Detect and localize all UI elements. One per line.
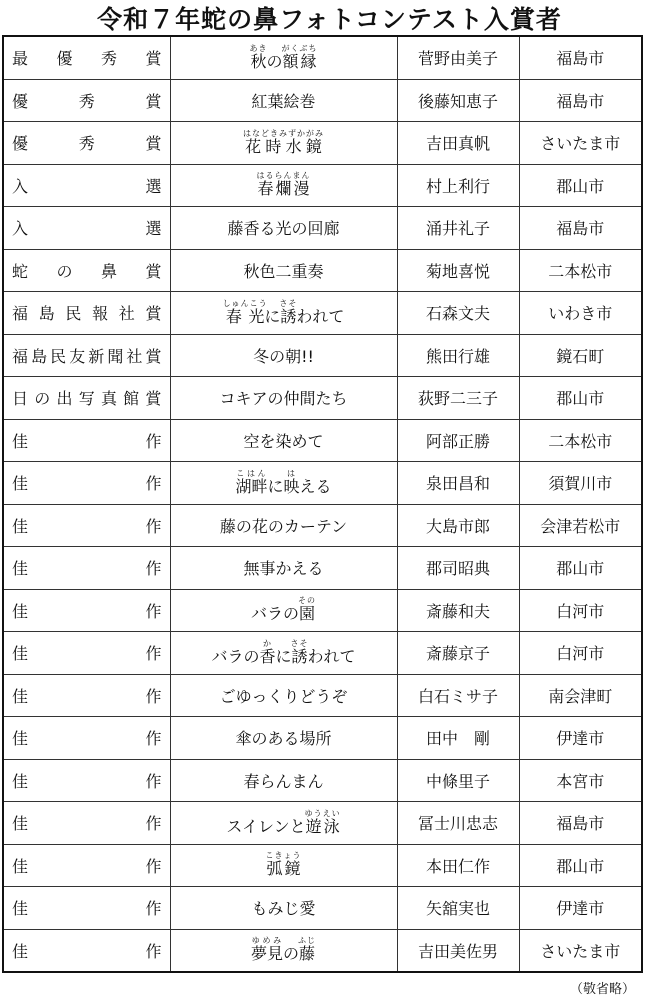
table-row: [3, 887, 642, 930]
award-cell: [3, 802, 170, 845]
photo-title-cell: [170, 377, 397, 420]
furigana-reading: ゆうえい: [304, 808, 341, 818]
award-name: 佳 作: [12, 516, 162, 536]
award-name: 佳 作: [12, 899, 162, 919]
winner-name: 本田仁作: [397, 844, 519, 887]
furigana-reading: こはん: [235, 468, 268, 478]
title-segment: に: [275, 646, 292, 666]
title-segment-with-reading: [250, 936, 283, 964]
title-segment: コキアの仲間たち: [219, 389, 348, 409]
award-name: 佳 作: [12, 771, 162, 791]
title-segment: 春爛漫: [256, 179, 311, 199]
winner-city: 郡山市: [519, 547, 642, 590]
award-cell: [3, 207, 170, 250]
winner-name: 阿部正勝: [397, 419, 519, 462]
winner-name: 斎藤京子: [397, 632, 519, 675]
photo-title-cell: [170, 207, 397, 250]
winner-name: 熊田行雄: [397, 334, 519, 377]
photo-title-cell: [170, 887, 397, 930]
title-segment-with-reading: [298, 936, 317, 964]
winner-city: 本宮市: [519, 759, 642, 802]
title-segment: 映: [283, 476, 300, 496]
photo-title-cell: [170, 717, 397, 760]
winner-city: 福島市: [519, 207, 642, 250]
title-segment: 春光: [222, 306, 268, 326]
winner-city: 南会津町: [519, 674, 642, 717]
furigana-reading: さそ: [279, 298, 298, 308]
title-segment: 花時水鏡: [243, 136, 324, 156]
table-row: [3, 547, 642, 590]
furigana-reading: がくぶち: [281, 43, 318, 53]
title-segment: 藤: [298, 944, 316, 964]
award-cell: [3, 632, 170, 675]
title-segment-with-reading: [243, 128, 324, 156]
title-segment-with-reading: [222, 298, 268, 326]
winner-name: 矢舘実也: [397, 887, 519, 930]
photo-title-cell: [170, 36, 397, 79]
furigana-reading: さそ: [290, 638, 309, 648]
award-cell: [3, 674, 170, 717]
winner-city: いわき市: [519, 292, 642, 335]
furigana-reading: ゆめみ: [250, 936, 283, 946]
title-segment-with-reading: [259, 638, 276, 666]
winner-name: 菅野由美子: [397, 36, 519, 79]
winner-city: 郡山市: [519, 844, 642, 887]
award-name: 蛇 の 鼻 賞: [12, 261, 162, 281]
winner-city: 郡山市: [519, 377, 642, 420]
winner-name: 白石ミサ子: [397, 674, 519, 717]
award-name: 佳 作: [12, 559, 162, 579]
winner-city: 伊達市: [519, 717, 642, 760]
photo-title-cell: [170, 462, 397, 505]
table-row: [3, 632, 642, 675]
award-cell: [3, 79, 170, 122]
winner-city: さいたま市: [519, 929, 642, 972]
title-segment: 無事かえる: [243, 559, 324, 579]
furigana-reading: あき: [249, 43, 268, 53]
winner-city: 福島市: [519, 36, 642, 79]
award-name: 佳 作: [12, 431, 162, 451]
award-name: 佳 作: [12, 729, 162, 749]
title-segment: 冬の朝!!: [253, 346, 314, 366]
photo-title-cell: [170, 504, 397, 547]
award-name: 日 の 出 写 真 館 賞: [12, 389, 162, 409]
honorifics-omitted-note: （敬省略）: [569, 982, 635, 997]
award-name: 佳 作: [12, 814, 162, 834]
title-segment: われて: [296, 306, 345, 326]
winner-city: 会津若松市: [519, 504, 642, 547]
award-cell: [3, 929, 170, 972]
winner-name: 涌井礼子: [397, 207, 519, 250]
title-segment: 傘のある場所: [235, 729, 332, 749]
award-cell: [3, 717, 170, 760]
title-segment-with-reading: [281, 43, 318, 71]
award-name: 佳 作: [12, 601, 162, 621]
photo-title-cell: [170, 632, 397, 675]
table-row: [3, 929, 642, 972]
table-row: [3, 36, 642, 79]
award-name: 優 秀 賞: [12, 91, 162, 111]
furigana-reading: その: [298, 596, 317, 606]
furigana-reading: は: [283, 468, 300, 478]
title-segment: 秋: [249, 51, 268, 71]
photo-title-cell: [170, 164, 397, 207]
title-segment: 藤香る光の回廊: [227, 219, 340, 239]
table-row: [3, 802, 642, 845]
photo-title-cell: [170, 802, 397, 845]
furigana-reading: ふじ: [298, 936, 317, 946]
table-row: [3, 462, 642, 505]
winner-name: 荻野二三子: [397, 377, 519, 420]
award-cell: [3, 462, 170, 505]
title-segment: 紅葉絵巻: [251, 91, 316, 111]
award-name: 入 選: [12, 219, 162, 239]
furigana-reading: しゅんこう: [222, 298, 268, 308]
award-cell: [3, 589, 170, 632]
winner-city: さいたま市: [519, 122, 642, 165]
award-cell: [3, 249, 170, 292]
award-name: 佳 作: [12, 644, 162, 664]
title-segment: バラの: [250, 604, 299, 624]
page-title: 令和７年蛇の鼻フォトコンテスト入賞者: [97, 5, 562, 34]
title-segment: われて: [307, 646, 356, 666]
winner-city: 福島市: [519, 79, 642, 122]
award-cell: [3, 334, 170, 377]
table-row: [3, 334, 642, 377]
winner-name: 菊地喜悦: [397, 249, 519, 292]
photo-title-cell: [170, 122, 397, 165]
winner-name: 田中 剛: [397, 717, 519, 760]
table-row: [3, 122, 642, 165]
title-segment: に: [264, 306, 281, 326]
photo-title-cell: [170, 334, 397, 377]
winners-table-body: [3, 36, 642, 972]
winner-city: 鏡石町: [519, 334, 642, 377]
winner-city: 二本松市: [519, 419, 642, 462]
table-row: [3, 207, 642, 250]
furigana-reading: か: [259, 638, 276, 648]
title-segment-with-reading: [235, 468, 268, 496]
furigana-reading: はるらんまん: [256, 171, 311, 181]
title-segment: バラの: [211, 646, 260, 666]
title-segment: 遊泳: [304, 816, 341, 836]
award-cell: [3, 547, 170, 590]
award-cell: [3, 759, 170, 802]
winner-name: 冨士川忠志: [397, 802, 519, 845]
award-name: 佳 作: [12, 686, 162, 706]
table-row: [3, 589, 642, 632]
winner-name: 斎藤和夫: [397, 589, 519, 632]
table-row: [3, 377, 642, 420]
winner-city: 伊達市: [519, 887, 642, 930]
award-name: 福 島 民 友 新 聞 社 賞: [12, 346, 162, 366]
winner-name: 中條里子: [397, 759, 519, 802]
award-name: 入 選: [12, 176, 162, 196]
table-row: [3, 844, 642, 887]
title-segment: 藤の花のカーテン: [219, 516, 348, 536]
table-row: [3, 504, 642, 547]
winner-name: 石森文夫: [397, 292, 519, 335]
award-cell: [3, 377, 170, 420]
title-segment-with-reading: [283, 468, 300, 496]
photo-title-cell: [170, 419, 397, 462]
award-name: 佳 作: [12, 941, 162, 961]
award-cell: [3, 504, 170, 547]
title-segment: 湖畔: [235, 476, 268, 496]
title-segment: 香: [259, 646, 276, 666]
winner-name: 泉田昌和: [397, 462, 519, 505]
title-segment: える: [299, 476, 332, 496]
award-cell: [3, 419, 170, 462]
title-segment: 誘: [279, 306, 298, 326]
title-segment: スイレンと: [226, 816, 306, 836]
award-name: 優 秀 賞: [12, 134, 162, 154]
photo-title-cell: [170, 589, 397, 632]
winner-city: 郡山市: [519, 164, 642, 207]
winner-name: 村上利行: [397, 164, 519, 207]
winners-table: [2, 35, 643, 973]
photo-title-cell: [170, 292, 397, 335]
table-row: [3, 717, 642, 760]
winner-city: 福島市: [519, 802, 642, 845]
award-name: 最 優 秀 賞: [12, 49, 162, 69]
photo-title-cell: [170, 929, 397, 972]
table-row: [3, 419, 642, 462]
title-segment-with-reading: [279, 298, 298, 326]
table-row: [3, 674, 642, 717]
title-segment: 誘: [290, 646, 309, 666]
title-segment: もみじ愛: [251, 899, 316, 919]
award-cell: [3, 164, 170, 207]
photo-title-cell: [170, 759, 397, 802]
photo-title-cell: [170, 79, 397, 122]
award-cell: [3, 122, 170, 165]
winner-name: 吉田美佐男: [397, 929, 519, 972]
winner-city: 白河市: [519, 632, 642, 675]
award-name: 佳 作: [12, 856, 162, 876]
award-cell: [3, 292, 170, 335]
table-row: [3, 292, 642, 335]
table-row: [3, 249, 642, 292]
table-row: [3, 164, 642, 207]
title-segment: 春らんまん: [243, 771, 324, 791]
furigana-reading: こきょう: [265, 851, 302, 861]
winner-city: 白河市: [519, 589, 642, 632]
award-cell: [3, 887, 170, 930]
title-segment-with-reading: [249, 43, 268, 71]
title-segment-with-reading: [265, 851, 302, 879]
title-segment: 園: [298, 604, 316, 624]
award-cell: [3, 844, 170, 887]
winner-name: 郡司昭典: [397, 547, 519, 590]
title-segment: ごゆっくりどうぞ: [219, 686, 348, 706]
award-name: 佳 作: [12, 474, 162, 494]
title-segment: 秋色二重奏: [243, 261, 324, 281]
title-segment: に: [267, 476, 284, 496]
title-segment: 額縁: [281, 51, 318, 71]
award-name: 福 島 民 報 社 賞: [12, 304, 162, 324]
title-segment-with-reading: [298, 596, 317, 624]
table-row: [3, 759, 642, 802]
title-segment-with-reading: [304, 808, 341, 836]
winner-name: 吉田真帆: [397, 122, 519, 165]
winner-name: 大島市郎: [397, 504, 519, 547]
title-segment: の: [282, 944, 299, 964]
title-segment: 空を染めて: [243, 431, 324, 451]
title-segment: 夢見: [250, 944, 283, 964]
award-cell: [3, 36, 170, 79]
title-segment-with-reading: [290, 638, 309, 666]
photo-title-cell: [170, 547, 397, 590]
title-segment: 弧鏡: [265, 859, 302, 879]
winner-city: 須賀川市: [519, 462, 642, 505]
furigana-reading: はなどきみずかがみ: [243, 128, 324, 138]
photo-title-cell: [170, 249, 397, 292]
winner-name: 後藤知恵子: [397, 79, 519, 122]
title-segment-with-reading: [256, 171, 311, 199]
photo-title-cell: [170, 674, 397, 717]
photo-title-cell: [170, 844, 397, 887]
title-segment: の: [266, 51, 283, 71]
winner-city: 二本松市: [519, 249, 642, 292]
table-row: [3, 79, 642, 122]
